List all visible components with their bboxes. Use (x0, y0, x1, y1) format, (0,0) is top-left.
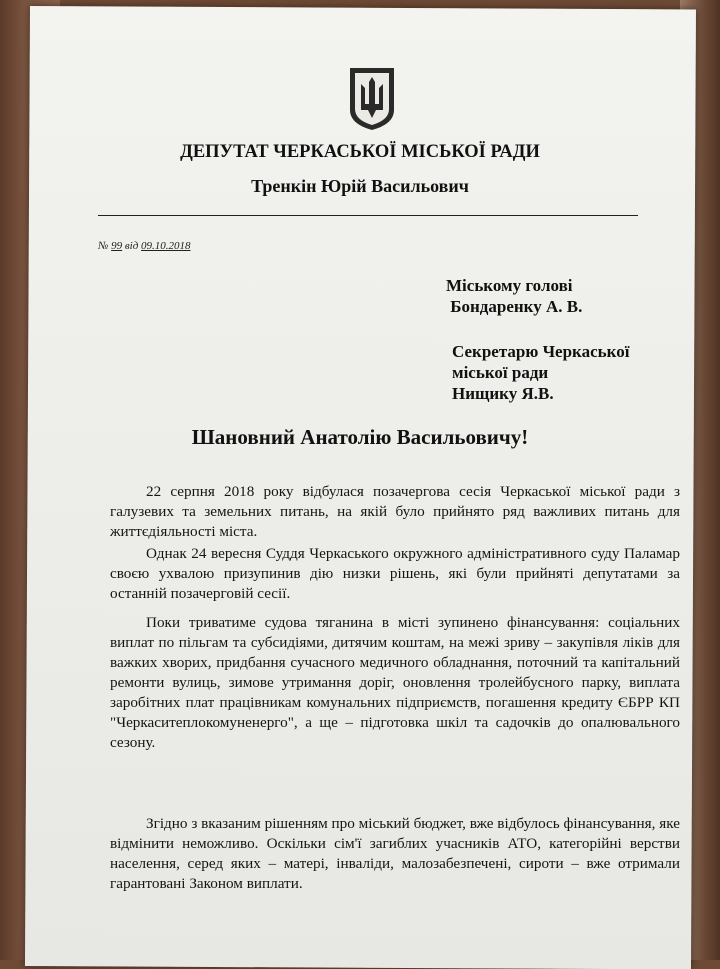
body-paragraph: Згідно з вказаним рішенням про міський бюджет, вже відбулось фінансування, яке відмінити неможливо. Оскільки сім'ї загиблих учасників АТО, категорійні верстви населення, серед яких – матері, інваліди, малозабезпечені, сироти – вже отримали гарантовані Законом виплати. (110, 815, 680, 892)
body-paragraph: Поки триватиме судова тяганина в місті зупинено фінансування: соціальних виплат по пільгам та субсидіями, дитячим коштам, на межі зриву – закупівля ліків для важких хворих, придбання сучасного медичного обладнання, поточний та капітальний ремонти вулиць, зимове утримання доріг, оновлення тролейбусного парку, виплата заробітних плат працівникам комунальних підприємств, погашення кредиту ЄБРР КП "Черкаситеплокомуненерго", а ще – підготовка шкіл та садочків до опалювального сезону. (110, 614, 680, 751)
addressee-mayor: Міському голові Бондаренку А. В. (446, 276, 583, 316)
reference-number-prefix: № (98, 240, 109, 252)
document-header-title: ДЕПУТАТ ЧЕРКАСЬКОЇ МІСЬКОЇ РАДИ (180, 142, 540, 162)
deputy-name: Тренкін Юрій Васильович (251, 176, 469, 196)
addressee-secretary: Секретарю Черкаської міської ради Нищику Я.В. (452, 342, 630, 403)
reference-date: 09.10.2018 (141, 240, 191, 252)
reference-date-prefix: від (124, 240, 139, 252)
reference-line (98, 240, 191, 252)
reference-number: 99 (111, 240, 123, 252)
body-paragraph: Однак 24 вересня Суддя Черкаського окружного адміністративного суду Паламар своєю ухвалою призупинив дію низки рішень, які були прийняті депутатами за останній позачерговій сесії. (110, 545, 680, 602)
trident-emblem-icon (346, 66, 398, 132)
header-divider (98, 215, 638, 216)
body-paragraph: 22 серпня 2018 року відбулася позачергова сесія Черкаської міської ради з галузевих та земельних питань, на якій було прийнято ряд важливих питань для життєдіяльності міста. (110, 483, 680, 540)
salutation: Шановний Анатолію Васильовичу! (191, 425, 529, 449)
